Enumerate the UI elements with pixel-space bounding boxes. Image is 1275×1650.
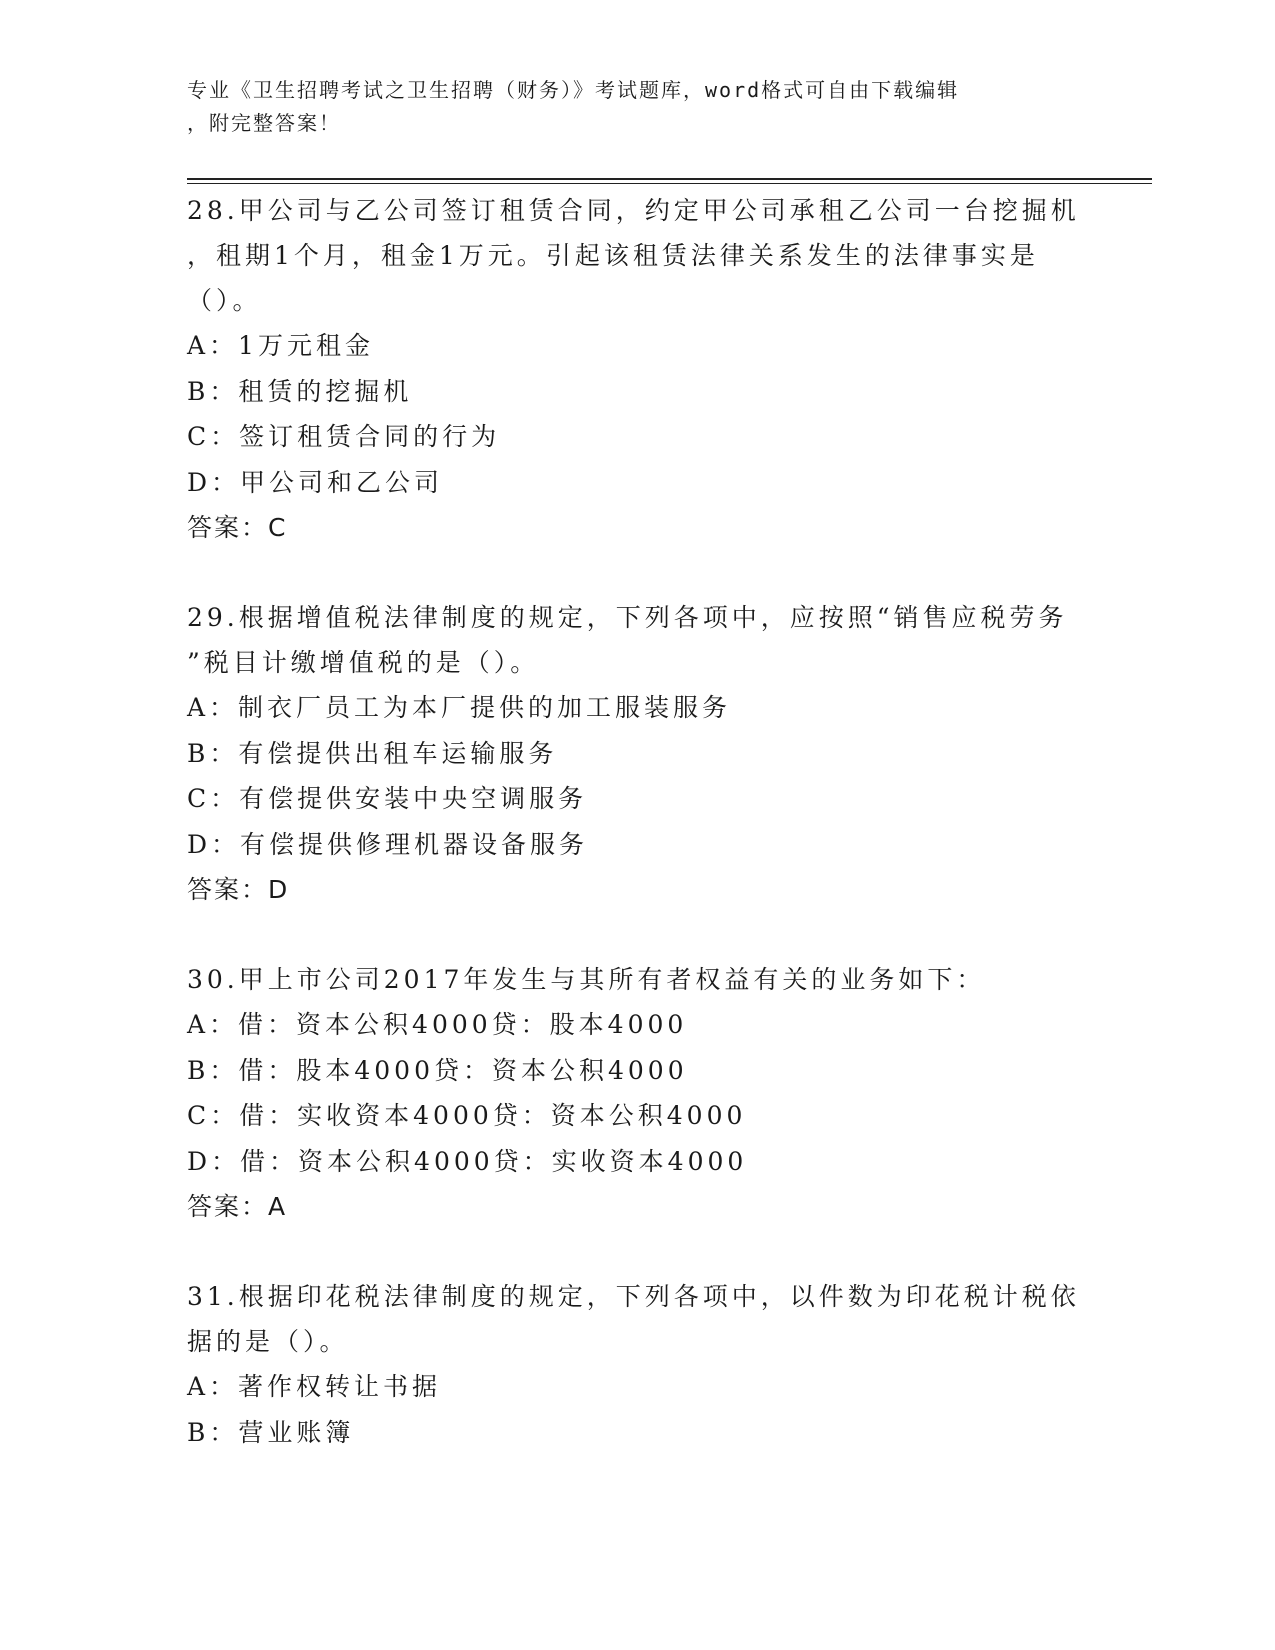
question-stem-line: 据的是（）。 xyxy=(187,1327,349,1356)
question-29 xyxy=(187,595,1087,912)
option-a: A：借：资本公积4000贷：股本4000 xyxy=(187,1010,688,1039)
option-a: A：制衣厂员工为本厂提供的加工服装服务 xyxy=(187,693,732,722)
option-d: D：借：资本公积4000贷：实收资本4000 xyxy=(187,1146,748,1176)
option-b: B：营业账簿 xyxy=(187,1417,355,1447)
option-b: B：租赁的挖掘机 xyxy=(187,376,413,406)
question-stem-line: （）。 xyxy=(187,286,262,315)
option-a: A：1万元租金 xyxy=(187,331,374,360)
answer-line: 答案：C xyxy=(187,513,288,542)
option-c: C：借：实收资本4000贷：资本公积4000 xyxy=(187,1101,747,1130)
question-stem-line: 29.根据增值税法律制度的规定，下列各项中，应按照“销售应税劳务 xyxy=(187,603,1068,632)
question-stem-line: 30.甲上市公司2017年发生与其所有者权益有关的业务如下： xyxy=(187,965,986,994)
option-d: D：甲公司和乙公司 xyxy=(187,467,444,497)
question-stem-line: 28.甲公司与乙公司签订租赁合同，约定甲公司承租乙公司一台挖掘机 xyxy=(187,196,1080,225)
question-list xyxy=(187,188,1087,1500)
option-c: C：签订租赁合同的行为 xyxy=(187,422,501,451)
option-b: B：借：股本4000贷：资本公积4000 xyxy=(187,1055,688,1085)
question-30 xyxy=(187,957,1087,1229)
question-31 xyxy=(187,1274,1087,1455)
question-stem-line: ，租期1个月，租金1万元。引起该租赁法律关系发生的法律事实是 xyxy=(187,241,1039,270)
header-line-2: ，附完整答案！ xyxy=(187,111,341,135)
question-stem-line: ”税目计缴增值税的是（）。 xyxy=(187,648,540,677)
document-header xyxy=(187,74,1067,140)
answer-line: 答案：A xyxy=(187,1192,288,1221)
option-c: C：有偿提供安装中央空调服务 xyxy=(187,784,588,813)
option-a: A：著作权转让书据 xyxy=(187,1372,442,1401)
header-divider-bottom xyxy=(187,183,1152,184)
option-b: B：有偿提供出租车运输服务 xyxy=(187,738,558,768)
question-28 xyxy=(187,188,1087,550)
answer-line: 答案：D xyxy=(187,875,290,904)
header-divider-top xyxy=(187,178,1152,180)
option-d: D：有偿提供修理机器设备服务 xyxy=(187,829,589,859)
question-stem-line: 31.根据印花税法律制度的规定，下列各项中，以件数为印花税计税依 xyxy=(187,1282,1080,1311)
header-line-1: 专业《卫生招聘考试之卫生招聘（财务）》考试题库，word格式可自由下载编辑 xyxy=(187,78,960,102)
